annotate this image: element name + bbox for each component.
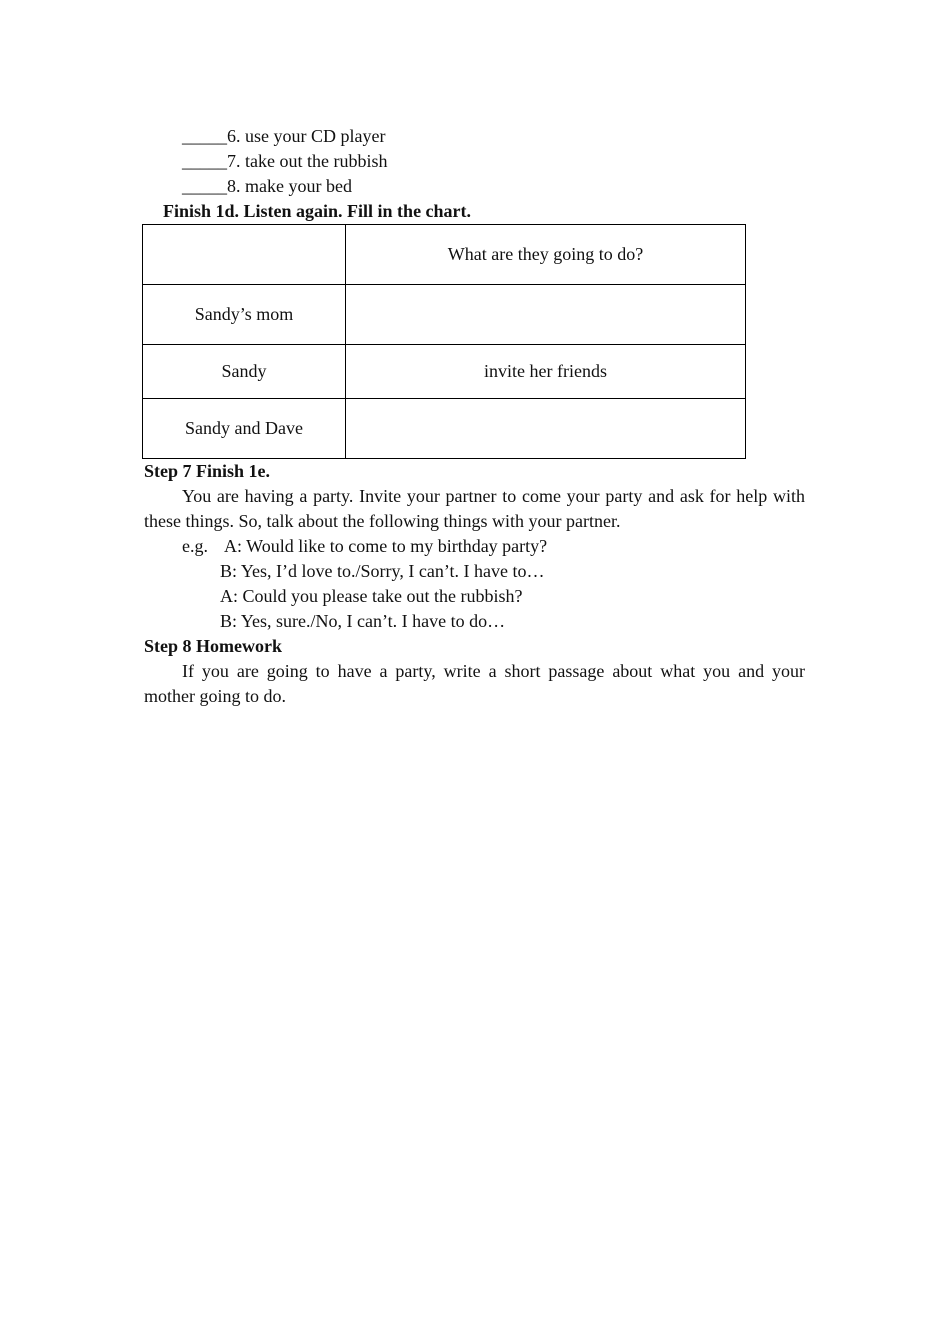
list-item	[182, 149, 387, 174]
step-8-paragraph	[144, 659, 805, 709]
step-7-paragraph	[144, 484, 805, 534]
table-cell-name: Sandy	[143, 345, 346, 399]
table-row	[143, 399, 746, 459]
list-item-text: 7. take out the rubbish	[227, 151, 388, 171]
table-cell-name: Sandy and Dave	[143, 399, 346, 459]
fill-in-chart	[142, 224, 746, 459]
table-cell-answer[interactable]: invite her friends	[346, 345, 746, 399]
dialogue-line: A: Could you please take out the rubbish?	[220, 586, 523, 606]
dialogue-line: B: Yes, sure./No, I can’t. I have to do…	[220, 611, 506, 631]
table-header-cell: What are they going to do?	[346, 225, 746, 285]
list-item	[182, 124, 385, 149]
list-item-text: 6. use your CD player	[227, 126, 386, 146]
list-item-text: 8. make your bed	[227, 176, 352, 196]
table-row	[143, 345, 746, 399]
finish-1d-heading: Finish 1d. Listen again. Fill in the chart.	[163, 201, 472, 221]
dialogue-line: B: Yes, I’d love to./Sorry, I can’t. I have to…	[220, 561, 545, 581]
table-cell-name: Sandy’s mom	[143, 285, 346, 345]
table-header-cell	[143, 225, 346, 285]
step-8-paragraph-text: If you are going to have a party, write a short passage about what you and your mother going to do.	[144, 661, 805, 706]
dialogue-line: A: Would like to come to my birthday party?	[224, 536, 548, 556]
step-8-heading: Step 8 Homework	[144, 636, 282, 656]
example-prefix: e.g.	[182, 536, 208, 556]
table-cell-answer[interactable]	[346, 399, 746, 459]
table-header-row	[143, 225, 746, 285]
answer-blank[interactable]: _____	[182, 151, 227, 171]
step-7-paragraph-text: You are having a party. Invite your partner to come your party and ask for help with these things. So, talk about the following things with your partner.	[144, 486, 805, 531]
answer-blank[interactable]: _____	[182, 176, 227, 196]
list-item	[182, 174, 352, 199]
answer-blank[interactable]: _____	[182, 126, 227, 146]
step-7-heading: Step 7 Finish 1e.	[144, 461, 271, 481]
table-row	[143, 285, 746, 345]
table-cell-answer[interactable]	[346, 285, 746, 345]
